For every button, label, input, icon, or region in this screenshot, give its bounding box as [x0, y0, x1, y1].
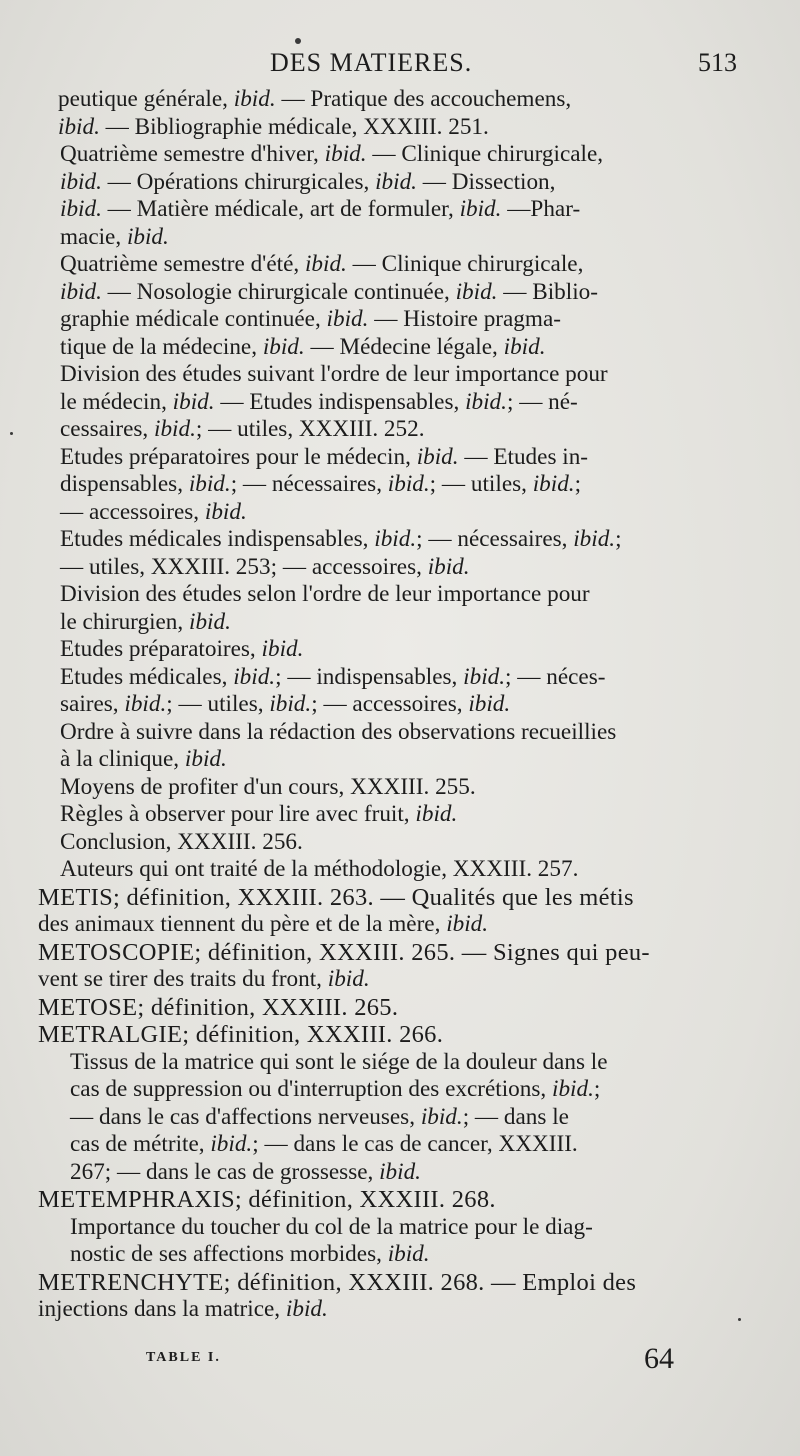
index-entry — [38, 251, 768, 361]
text-line: peutique générale, ibid. — Pratique des accouchemens, — [58, 86, 572, 112]
text-line: Règles à observer pour lire avec fruit, ibid. — [60, 801, 458, 827]
text-line: graphie médicale continuée, ibid. — Histoire pragma- — [60, 306, 561, 332]
headword-entry — [38, 939, 768, 994]
text-line: cessaires, ibid.; — utiles, XXXIII. 252. — [60, 416, 425, 442]
text-line: 267; — dans le cas de grossesse, ibid. — [70, 1158, 421, 1185]
index-entry — [38, 1049, 768, 1187]
page-footer — [0, 1342, 800, 1382]
running-title: DES MATIERES. — [270, 48, 473, 77]
text-line: Division des études suivant l'ordre de leur importance pour — [60, 361, 608, 387]
index-entry — [38, 801, 768, 829]
index-entry — [38, 1214, 768, 1269]
text-line: METRENCHYTE; définition, XXXIII. 268. — Emploi des — [38, 1268, 637, 1296]
index-entry — [38, 774, 768, 802]
text-line: ibid. — Nosologie chirurgicale continuée, ibid. — Biblio- — [60, 278, 598, 305]
text-line: Etudes médicales, ibid.; — indispensables, ibid.; — néces- — [60, 663, 606, 690]
signature-number: 64 — [644, 1342, 674, 1375]
index-entry — [38, 526, 768, 581]
text-line: ibid. — Matière médicale, art de formuler, ibid. —Phar- — [60, 196, 581, 222]
index-entry — [38, 444, 768, 527]
text-line: Etudes préparatoires, ibid. — [60, 636, 304, 662]
text-line: Tissus de la matrice qui sont le siége de la douleur dans le — [70, 1048, 608, 1075]
index-entry — [38, 636, 768, 664]
index-entry — [38, 664, 768, 719]
text-line: cas de métrite, ibid.; — dans le cas de cancer, XXXIII. — [70, 1131, 578, 1157]
headword-entry — [38, 884, 768, 939]
headword-entry — [38, 994, 768, 1022]
headword-entry — [38, 1269, 768, 1324]
index-entry — [38, 719, 768, 774]
text-line: Quatrième semestre d'hiver, ibid. — Clinique chirurgicale, — [60, 141, 604, 167]
text-line: macie, ibid. — [60, 223, 169, 250]
index-entry — [38, 581, 768, 636]
index-entry — [38, 86, 768, 141]
index-entry — [38, 361, 768, 444]
text-line: Etudes médicales indispensables, ibid.; — nécessaires, ibid.; — [60, 526, 622, 552]
text-line: — utiles, XXXIII. 253; — accessoires, ibid. — [60, 553, 470, 580]
text-line: — accessoires, ibid. — [60, 498, 247, 525]
headword-entry — [38, 1186, 768, 1214]
index-text — [38, 86, 768, 1324]
text-line: Ordre à suivre dans la rédaction des observations recueillies — [60, 718, 617, 745]
text-line: dispensables, ibid.; — nécessaires, ibid.; — utiles, ibid.; — [60, 471, 582, 497]
index-entry — [38, 829, 768, 857]
ink-speck — [295, 38, 301, 44]
text-line: à la clinique, ibid. — [60, 746, 227, 772]
text-line: ibid. — Bibliographie médicale, XXXIII. 251. — [58, 113, 489, 140]
text-line: — dans le cas d'affections nerveuses, ibid.; — dans le — [70, 1103, 569, 1130]
text-line: des animaux tiennent du père et de la mère, ibid. — [38, 911, 489, 937]
signature-label: TABLE I. — [146, 1350, 221, 1365]
text-line: METRALGIE; définition, XXXIII. 266. — [38, 1021, 444, 1048]
text-line: Importance du toucher du col de la matrice pour le diag- — [70, 1213, 593, 1240]
text-line: cas de suppression ou d'interruption des excrétions, ibid.; — [70, 1076, 601, 1102]
text-line: le médecin, ibid. — Etudes indispensables, ibid.; — né- — [60, 388, 578, 415]
ink-speck — [738, 1318, 741, 1321]
text-line: Auteurs qui ont traité de la méthodologie, XXXIII. 257. — [60, 856, 579, 882]
text-line: Quatrième semestre d'été, ibid. — Clinique chirurgicale, — [60, 251, 584, 277]
text-line: METOSCOPIE; définition, XXXIII. 265. — Signes qui peu- — [38, 938, 650, 966]
text-line: Conclusion, XXXIII. 256. — [60, 828, 303, 855]
text-line: METIS; définition, XXXIII. 263. — Qualités que les métis — [38, 883, 634, 911]
text-line: METOSE; définition, XXXIII. 265. — [38, 993, 399, 1021]
text-line: tique de la médecine, ibid. — Médecine légale, ibid. — [60, 333, 546, 360]
index-entry — [38, 856, 768, 884]
text-line: injections dans la matrice, ibid. — [38, 1296, 328, 1322]
text-line: ibid. — Opérations chirurgicales, ibid. — Dissection, — [60, 168, 556, 195]
text-line: nostic de ses affections morbides, ibid. — [70, 1241, 430, 1267]
text-line: Division des études selon l'ordre de leur importance pour — [60, 581, 590, 607]
page-header — [0, 48, 800, 88]
text-line: le chirurgien, ibid. — [60, 608, 231, 635]
text-line: Etudes préparatoires pour le médecin, ibid. — Etudes in- — [60, 443, 589, 470]
text-line: vent se tirer des traits du front, ibid. — [38, 966, 370, 992]
headword-entry — [38, 1021, 768, 1049]
ink-speck — [10, 432, 13, 435]
index-entry — [38, 141, 768, 251]
text-line: saires, ibid.; — utiles, ibid.; — accessoires, ibid. — [60, 691, 511, 717]
text-line: METEMPHRAXIS; définition, XXXIII. 268. — [38, 1186, 496, 1213]
text-line: Moyens de profiter d'un cours, XXXIII. 255. — [60, 773, 476, 800]
page-number: 513 — [698, 48, 737, 77]
